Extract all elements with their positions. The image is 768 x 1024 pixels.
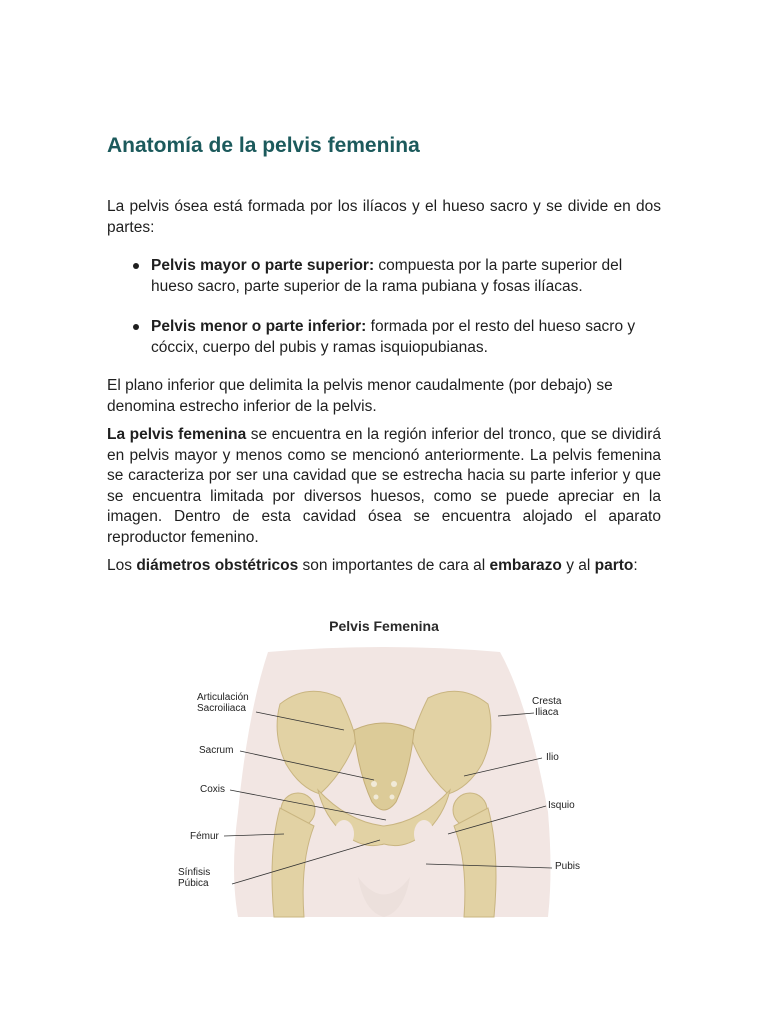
figure-title: Pelvis Femenina — [329, 618, 439, 634]
diametros-end: : — [633, 557, 638, 574]
bullet-icon — [133, 324, 139, 330]
bullet-icon — [133, 263, 139, 269]
diametros-term: diámetros obstétricos — [136, 557, 299, 574]
bullet-text: formada por el resto del hueso sacro y cóccix, cuerpo del pubis y ramas isquiopubianas. — [151, 318, 636, 356]
label-sacrum: Sacrum — [199, 745, 234, 756]
label-articulacion: Articulación Sacroiliaca — [197, 692, 249, 714]
label-pubis: Pubis — [555, 861, 581, 872]
label-coxis: Coxis — [200, 784, 226, 795]
diametros-mid: son importantes de cara al — [298, 557, 490, 574]
intro-paragraph: La pelvis ósea está formada por los ilíacos y el hueso sacro y se divide en dos partes: — [107, 198, 661, 236]
plano-paragraph: El plano inferior que delimita la pelvis menor caudalmente (por debajo) se denomina estrecho inferior de la pelvis. — [107, 377, 613, 415]
page-title: Anatomía de la pelvis femenina — [107, 134, 420, 157]
femenina-paragraph — [107, 425, 661, 548]
embarazo-term: embarazo — [489, 557, 562, 574]
label-ilio: Ilio — [546, 752, 559, 763]
pelvis-illustration — [168, 612, 600, 932]
list-item — [107, 256, 661, 297]
bullet-term: Pelvis mayor o parte superior: — [151, 257, 375, 274]
document-page — [107, 128, 661, 577]
bullet-text: compuesta por la parte superior del hueso sacro, parte superior de la rama pubiana y fosas ilíacas. — [151, 257, 623, 295]
bullet-list — [107, 256, 661, 358]
label-isquio: Isquio — [548, 800, 575, 811]
femenina-term: La pelvis femenina — [107, 426, 247, 443]
label-cresta: Cresta Iliaca — [532, 696, 562, 718]
diametros-pre: Los — [107, 557, 137, 574]
bullet-term: Pelvis menor o parte inferior: — [151, 318, 367, 335]
diametros-paragraph — [107, 556, 661, 577]
label-sinfisis: Sínfisis Púbica — [178, 867, 211, 889]
parto-term: parto — [594, 557, 634, 574]
femenina-text: se encuentra en la región inferior del tronco, que se dividirá en pelvis mayor y menos como se mencionó anteriormente. La pelvis femenina se caracteriza por ser una cavidad que se estrecha hacia su parte inferior y que se encuentra limitada por diversos huesos, como se puede apreciar en la imagen. Dentro de esta cavidad ósea se encuentra alojado el aparato reproductor femenino. — [107, 426, 661, 546]
diametros-mid2: y al — [561, 557, 595, 574]
label-femur: Fémur — [190, 831, 219, 842]
pelvis-figure — [168, 612, 600, 932]
list-item — [107, 317, 661, 358]
